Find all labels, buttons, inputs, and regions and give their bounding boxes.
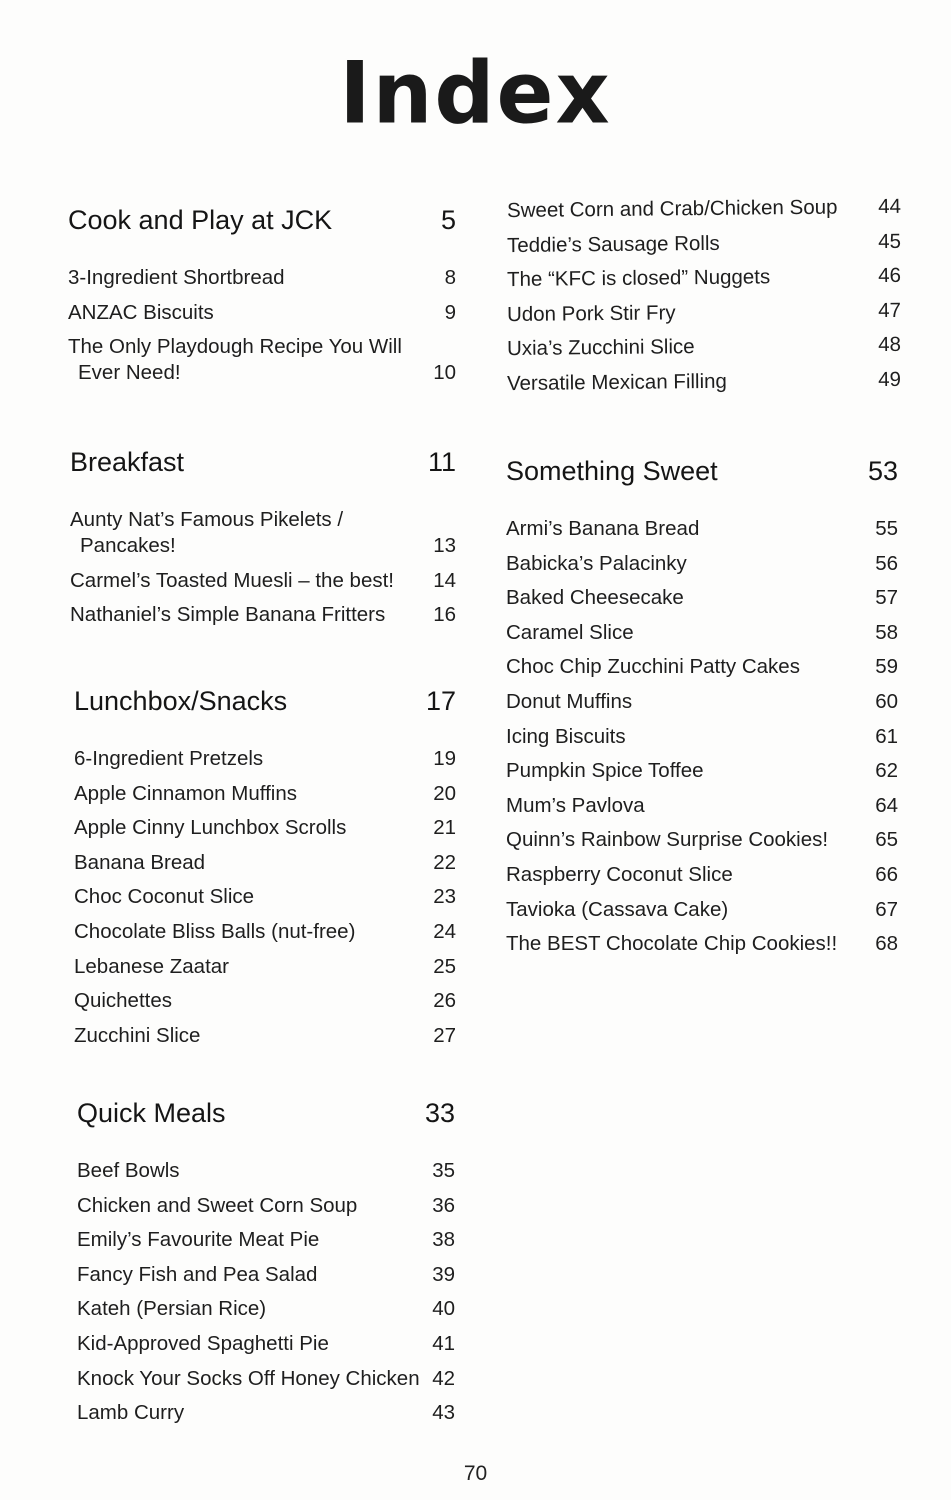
entry-page: 56 bbox=[875, 551, 898, 575]
entry-label: Banana Bread bbox=[74, 850, 206, 874]
entry-page: 47 bbox=[878, 298, 902, 322]
entry-label: Apple Cinnamon Muffins bbox=[74, 781, 297, 805]
entry-page: 26 bbox=[433, 989, 456, 1013]
entry-label: Baked Cheesecake bbox=[506, 586, 684, 610]
entry-label: 6-Ingredient Pretzels bbox=[74, 747, 264, 770]
entry-label: Babicka’s Palacinky bbox=[506, 551, 687, 575]
section-quick-meals bbox=[77, 1098, 455, 1435]
index-entry bbox=[77, 1296, 455, 1322]
entry-page: 19 bbox=[433, 747, 456, 770]
index-entry bbox=[70, 568, 456, 594]
index-entry bbox=[74, 781, 456, 807]
index-entry bbox=[506, 724, 898, 750]
index-entry bbox=[68, 334, 456, 386]
entry-page: 22 bbox=[433, 850, 456, 874]
entry-label: Aunty Nat’s Famous Pikelets / Pancakes! bbox=[70, 508, 344, 557]
entry-label: Versatile Mexican Filling bbox=[506, 369, 728, 396]
entry-page: 46 bbox=[878, 264, 902, 288]
entry-page: 27 bbox=[433, 1023, 456, 1047]
entry-page: 48 bbox=[878, 333, 902, 357]
entry-label: Zucchini Slice bbox=[74, 1023, 201, 1047]
section-cook-and-play bbox=[68, 205, 456, 395]
entry-label: Tavioka (Cassava Cake) bbox=[506, 897, 729, 921]
section-page: 11 bbox=[427, 447, 456, 477]
entry-page: 9 bbox=[444, 300, 456, 324]
index-entry bbox=[506, 689, 898, 715]
entry-label: Carmel’s Toasted Muesli – the best! bbox=[70, 568, 394, 592]
entry-page: 49 bbox=[878, 367, 902, 392]
index-entry bbox=[507, 194, 901, 224]
section-heading bbox=[506, 456, 898, 496]
entry-page: 41 bbox=[432, 1331, 455, 1355]
index-entry bbox=[506, 862, 898, 888]
entry-label: Apple Cinny Lunchbox Scrolls bbox=[74, 816, 347, 840]
section-heading bbox=[77, 1098, 455, 1138]
index-entry bbox=[77, 1366, 455, 1392]
section-page: 17 bbox=[425, 686, 456, 716]
index-entry bbox=[507, 229, 901, 259]
index-entry bbox=[77, 1331, 455, 1357]
page-number: 70 bbox=[463, 1462, 488, 1485]
entry-label: Teddie’s Sausage Rolls bbox=[506, 231, 720, 257]
index-entry bbox=[506, 931, 898, 957]
entry-page: 66 bbox=[875, 862, 898, 886]
index-entry bbox=[74, 919, 456, 945]
entry-label: Mum’s Pavlova bbox=[506, 793, 645, 817]
entry-page: 67 bbox=[875, 897, 898, 921]
entry-label: Lebanese Zaatar bbox=[74, 954, 230, 978]
entry-page: 16 bbox=[433, 603, 456, 627]
entry-label: Caramel Slice bbox=[506, 620, 634, 644]
section-heading bbox=[74, 686, 456, 726]
entry-label: Sweet Corn and Crab/Chicken Soup bbox=[506, 195, 838, 223]
entry-page: 35 bbox=[432, 1159, 455, 1182]
entry-page: 25 bbox=[433, 954, 456, 978]
index-entry bbox=[70, 602, 456, 628]
entry-label: Chicken and Sweet Corn Soup bbox=[77, 1193, 358, 1217]
section-lunchbox-snacks bbox=[74, 686, 456, 1057]
entry-label: Chocolate Bliss Balls (nut-free) bbox=[74, 919, 356, 943]
entry-page: 62 bbox=[875, 759, 898, 783]
entry-label: Raspberry Coconut Slice bbox=[506, 862, 733, 886]
section-quick-meals-continued bbox=[507, 196, 901, 404]
entry-page: 24 bbox=[433, 919, 456, 943]
entry-label: Uxia’s Zucchini Slice bbox=[506, 335, 695, 361]
section-page: 5 bbox=[440, 205, 456, 235]
entry-page: 45 bbox=[878, 229, 902, 253]
index-entry bbox=[507, 332, 901, 362]
section-page: 53 bbox=[867, 456, 898, 486]
section-title: Something Sweet bbox=[506, 456, 718, 486]
entry-label: Choc Chip Zucchini Patty Cakes bbox=[506, 655, 800, 679]
index-entry bbox=[74, 746, 456, 772]
index-entry bbox=[74, 850, 456, 876]
index-entry bbox=[506, 897, 898, 923]
entry-page: 40 bbox=[432, 1297, 455, 1321]
entry-label: Pumpkin Spice Toffee bbox=[506, 759, 704, 783]
index-entry bbox=[506, 620, 898, 646]
index-entry bbox=[77, 1400, 455, 1426]
index-entry bbox=[74, 954, 456, 980]
entry-page: 42 bbox=[432, 1366, 455, 1390]
entry-page: 65 bbox=[875, 828, 898, 852]
index-entry bbox=[74, 884, 456, 910]
entry-page: 57 bbox=[875, 586, 898, 610]
entry-label: Emily’s Favourite Meat Pie bbox=[77, 1228, 320, 1252]
entry-page: 61 bbox=[875, 724, 898, 748]
index-entry bbox=[74, 988, 456, 1014]
entry-label: Nathaniel’s Simple Banana Fritters bbox=[70, 603, 386, 627]
entry-label: Kid-Approved Spaghetti Pie bbox=[77, 1331, 329, 1355]
entry-page: 36 bbox=[432, 1193, 455, 1217]
entry-label: Quichettes bbox=[74, 989, 172, 1013]
index-entry bbox=[506, 551, 898, 577]
index-entry bbox=[507, 298, 901, 328]
entry-label: Knock Your Socks Off Honey Chicken bbox=[77, 1366, 420, 1390]
index-entry bbox=[506, 654, 898, 680]
entry-label: Kateh (Persian Rice) bbox=[77, 1297, 267, 1321]
entry-page: 58 bbox=[875, 620, 898, 644]
section-heading bbox=[70, 447, 456, 487]
index-entry bbox=[506, 758, 898, 784]
index-entry bbox=[506, 516, 898, 542]
entry-page: 13 bbox=[433, 534, 456, 557]
index-entry bbox=[506, 585, 898, 611]
index-entry bbox=[74, 1023, 456, 1049]
entry-page: 43 bbox=[432, 1401, 455, 1425]
entry-label: Icing Biscuits bbox=[506, 724, 626, 748]
index-entry bbox=[70, 507, 456, 559]
entry-label: Quinn’s Rainbow Surprise Cookies! bbox=[506, 828, 829, 852]
entry-label: Udon Pork Stir Fry bbox=[506, 301, 676, 326]
index-entry bbox=[68, 300, 456, 326]
index-entry bbox=[506, 793, 898, 819]
index-entry bbox=[507, 367, 901, 397]
index-entry bbox=[506, 827, 898, 853]
section-title: Quick Meals bbox=[77, 1098, 226, 1128]
index-entry bbox=[77, 1227, 455, 1253]
entry-page: 23 bbox=[433, 885, 456, 909]
section-page: 33 bbox=[424, 1098, 455, 1128]
index-entry bbox=[77, 1158, 455, 1184]
page-title: Index bbox=[339, 43, 612, 143]
entry-page: 59 bbox=[875, 655, 898, 679]
index-entry bbox=[507, 263, 901, 293]
entry-page: 14 bbox=[433, 568, 456, 592]
section-title: Cook and Play at JCK bbox=[68, 205, 333, 235]
entry-label: Armi’s Banana Bread bbox=[506, 517, 700, 540]
entry-page: 44 bbox=[878, 194, 902, 219]
entry-label: The BEST Chocolate Chip Cookies!! bbox=[506, 932, 838, 956]
entry-page: 64 bbox=[875, 793, 898, 817]
entry-label: Lamb Curry bbox=[77, 1401, 185, 1425]
entry-label: The Only Playdough Recipe You Will Ever Need! bbox=[68, 335, 402, 385]
section-something-sweet bbox=[506, 456, 898, 966]
entry-page: 10 bbox=[433, 361, 456, 385]
index-entry bbox=[77, 1193, 455, 1219]
entry-label: Beef Bowls bbox=[77, 1159, 180, 1182]
section-title: Breakfast bbox=[70, 447, 185, 477]
entry-page: 8 bbox=[444, 266, 456, 289]
index-entry bbox=[68, 265, 456, 291]
entry-page: 55 bbox=[875, 517, 898, 540]
entry-label: Choc Coconut Slice bbox=[74, 885, 255, 909]
entry-page: 60 bbox=[875, 689, 898, 713]
section-heading bbox=[68, 205, 456, 245]
entry-label: Donut Muffins bbox=[506, 689, 633, 713]
entry-label: ANZAC Biscuits bbox=[68, 300, 214, 324]
entry-label: Fancy Fish and Pea Salad bbox=[77, 1262, 318, 1286]
entry-label: 3-Ingredient Shortbread bbox=[68, 266, 285, 289]
section-title: Lunchbox/Snacks bbox=[74, 686, 288, 716]
section-breakfast bbox=[70, 447, 456, 637]
entry-page: 68 bbox=[875, 932, 898, 956]
index-entry bbox=[74, 815, 456, 841]
entry-page: 38 bbox=[432, 1228, 455, 1252]
entry-page: 39 bbox=[432, 1262, 455, 1286]
entry-label: The “KFC is closed” Nuggets bbox=[506, 265, 771, 292]
entry-page: 20 bbox=[433, 781, 456, 805]
entry-page: 21 bbox=[433, 816, 456, 840]
index-entry bbox=[77, 1262, 455, 1288]
